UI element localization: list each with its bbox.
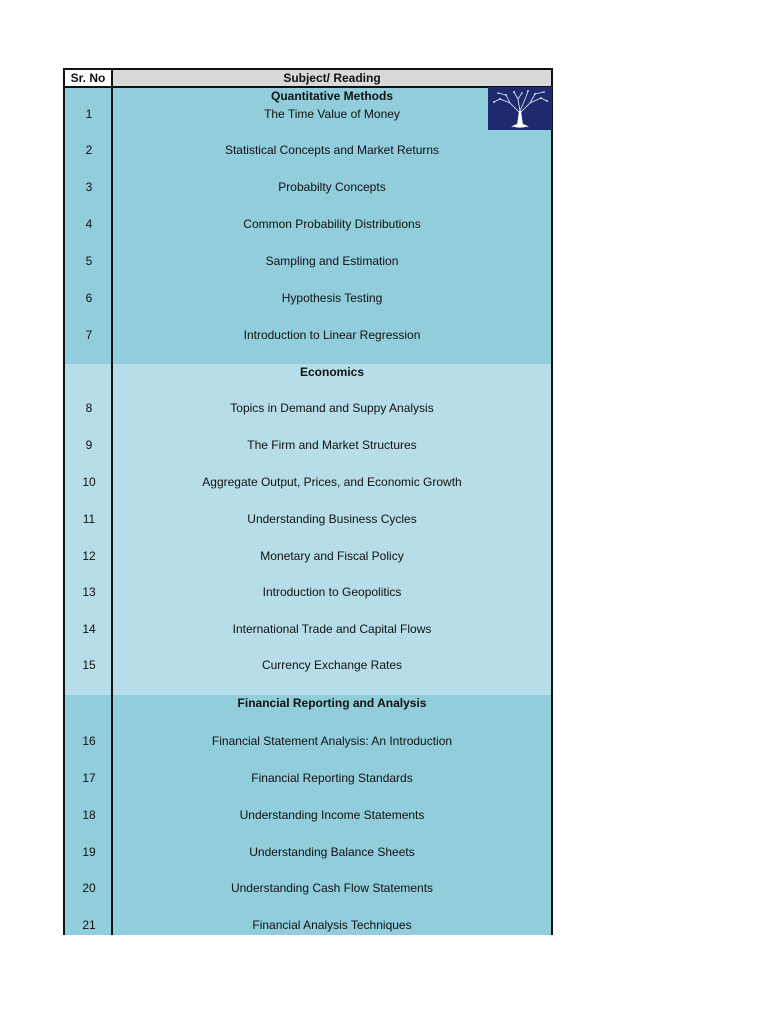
row-number: 6 [85, 291, 93, 305]
row-number: 13 [82, 585, 96, 599]
row-number: 2 [85, 143, 93, 157]
section-title: Quantitative Methods [270, 89, 393, 103]
row-title: Common Probability Distributions [243, 217, 421, 231]
row-title: The Firm and Market Structures [247, 438, 417, 452]
table-row [65, 142, 551, 158]
row-title: Financial Statement Analysis: An Introduction [211, 734, 453, 748]
row-title: Sampling and Estimation [265, 254, 399, 268]
table-row [65, 290, 551, 306]
row-number: 20 [82, 881, 96, 895]
row-title: Understanding Cash Flow Statements [230, 881, 434, 895]
table-row [65, 770, 551, 786]
row-number: 15 [82, 658, 96, 672]
row-title: Understanding Balance Sheets [249, 845, 415, 859]
table-row [65, 179, 551, 195]
row-number: 14 [82, 622, 96, 636]
row-title: Aggregate Output, Prices, and Economic Growth [202, 475, 462, 489]
row-number: 16 [82, 734, 96, 748]
row-number: 21 [82, 918, 96, 932]
table-row [65, 474, 551, 490]
row-title: Financial Analysis Techniques [252, 918, 412, 932]
table-row [65, 437, 551, 453]
section-title: Financial Reporting and Analysis [237, 696, 427, 710]
row-number: 4 [85, 217, 93, 231]
row-number: 3 [85, 180, 93, 194]
tree-logo-icon [488, 87, 552, 130]
table-row [65, 106, 551, 122]
row-title: Financial Reporting Standards [251, 771, 413, 785]
row-title: Topics in Demand and Suppy Analysis [230, 401, 434, 415]
row-number: 10 [82, 475, 96, 489]
table-row [65, 400, 551, 416]
row-number: 5 [85, 254, 93, 268]
table-row [65, 807, 551, 823]
table-row [65, 511, 551, 527]
table-header [65, 68, 551, 88]
header-subject: Subject/ Reading [283, 71, 381, 85]
row-number: 18 [82, 808, 96, 822]
section-title: Economics [299, 365, 365, 379]
row-number: 7 [85, 328, 93, 342]
row-title: Understanding Business Cycles [247, 512, 417, 526]
row-title: Monetary and Fiscal Policy [260, 549, 404, 563]
table-row [65, 844, 551, 860]
row-title: Introduction to Geopolitics [262, 585, 402, 599]
row-title: Probabilty Concepts [278, 180, 386, 194]
table-row [65, 253, 551, 269]
row-title: Hypothesis Testing [281, 291, 383, 305]
row-title: Introduction to Linear Regression [243, 328, 421, 342]
row-number: 8 [85, 401, 93, 415]
row-title: The Time Value of Money [264, 107, 400, 121]
row-number: 19 [82, 845, 96, 859]
table-row [65, 327, 551, 343]
table-row [65, 621, 551, 637]
header-subject-cell [113, 70, 551, 86]
row-number: 1 [85, 107, 93, 121]
header-sr-no-cell [65, 70, 113, 86]
row-title: Currency Exchange Rates [261, 658, 403, 672]
table-row [65, 657, 551, 673]
row-title: Statistical Concepts and Market Returns [224, 143, 440, 157]
table-row [65, 216, 551, 232]
table-row [65, 733, 551, 749]
table-row [65, 880, 551, 896]
row-number: 11 [82, 512, 96, 526]
table-row [65, 584, 551, 600]
row-number: 9 [85, 438, 93, 452]
reading-table [63, 68, 553, 935]
row-number: 17 [82, 771, 96, 785]
row-number: 12 [82, 549, 96, 563]
table-row [65, 548, 551, 564]
table-row [65, 917, 551, 933]
row-title: Understanding Income Statements [239, 808, 425, 822]
row-title: International Trade and Capital Flows [232, 622, 432, 636]
header-sr-no: Sr. No [70, 71, 106, 85]
